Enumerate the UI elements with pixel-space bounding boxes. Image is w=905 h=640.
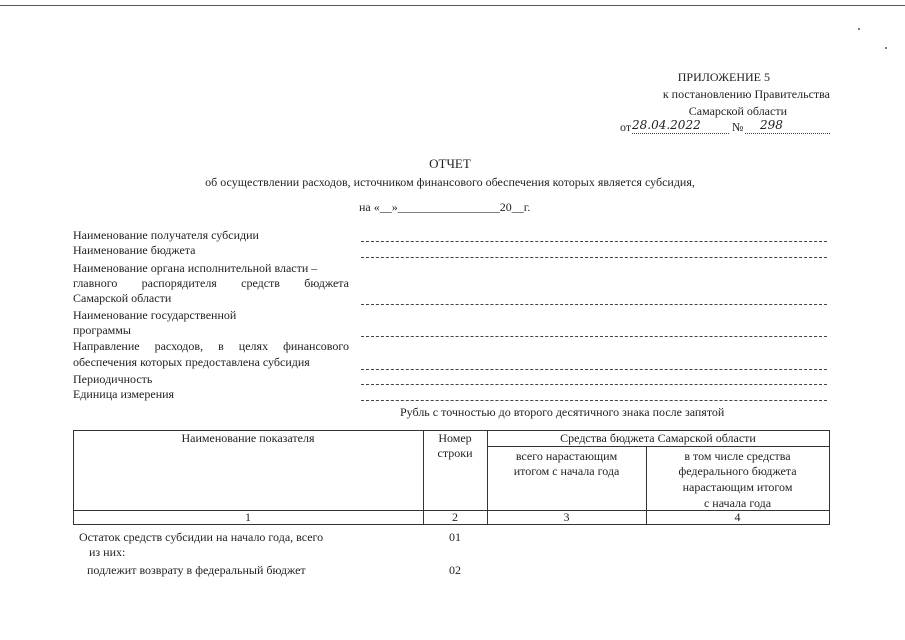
blank-line bbox=[361, 384, 827, 385]
field-direction-1: Направление расходов, в целях финансового bbox=[73, 339, 349, 353]
field-program-2: программы bbox=[73, 323, 131, 337]
header-federal-3: нарастающим итогом bbox=[682, 480, 793, 494]
field-periodicity: Периодичность bbox=[73, 372, 153, 386]
table-row-1-name-1: Остаток средств субсидии на начало года, всего bbox=[79, 530, 324, 544]
appendix-title: ПРИЛОЖЕНИЕ 5 bbox=[677, 70, 770, 84]
field-authority-3: Самарской области bbox=[73, 291, 172, 305]
table-row-2-name: подлежит возврату в федеральный бюджет bbox=[87, 563, 306, 577]
header-row-number-1: Номер bbox=[438, 431, 472, 445]
table-row-1-name-2: из них: bbox=[89, 545, 126, 559]
header-federal-1: в том числе средства bbox=[684, 449, 791, 463]
handwritten-date: 28.04.2022 bbox=[632, 118, 701, 132]
table-header-divider bbox=[487, 446, 829, 447]
scan-top-border bbox=[0, 5, 905, 6]
blank-line bbox=[361, 241, 827, 242]
column-number-1: 1 bbox=[245, 510, 251, 524]
precision-note: Рубль с точностью до второго десятичного знака после запятой bbox=[400, 405, 725, 419]
header-row-number-2: строки bbox=[437, 446, 473, 460]
handwritten-number: 298 bbox=[760, 118, 783, 132]
column-number-4: 4 bbox=[734, 510, 741, 524]
date-underline bbox=[632, 133, 729, 134]
header-indicator: Наименование показателя bbox=[181, 431, 315, 445]
number-prefix: № bbox=[732, 120, 744, 134]
field-authority-1: Наименование органа исполнительной власти – bbox=[73, 261, 318, 275]
report-title: ОТЧЕТ bbox=[429, 156, 471, 171]
field-direction-2: обеспечения которых предоставлена субсидия bbox=[73, 355, 310, 369]
header-federal-2: федерального бюджета bbox=[678, 464, 797, 478]
header-federal-4: с начала года bbox=[703, 496, 772, 510]
blank-line bbox=[361, 336, 827, 337]
field-unit: Единица измерения bbox=[73, 387, 175, 401]
appendix-line-2: Самарской области bbox=[688, 104, 787, 118]
header-total-1: всего нарастающим bbox=[515, 449, 618, 463]
field-program-1: Наименование государственной bbox=[73, 308, 237, 322]
column-number-3: 3 bbox=[563, 510, 570, 524]
report-date-line: на «__»_________________20__г. bbox=[359, 200, 531, 214]
date-prefix: от bbox=[620, 120, 632, 134]
report-table bbox=[73, 430, 830, 525]
number-underline bbox=[745, 133, 830, 134]
blank-line bbox=[361, 304, 827, 305]
blank-line bbox=[361, 400, 827, 401]
field-authority-2: главного распорядителя средств бюджета bbox=[73, 276, 349, 290]
header-funds: Средства бюджета Самарской области bbox=[560, 431, 756, 445]
blank-line bbox=[361, 257, 827, 258]
appendix-date-line bbox=[620, 118, 830, 136]
header-total-2: итогом с начала года bbox=[513, 464, 620, 478]
appendix-line-1: к постановлению Правительства bbox=[662, 87, 830, 101]
table-row-2-code: 02 bbox=[449, 563, 461, 577]
scan-speck bbox=[858, 28, 860, 30]
blank-line bbox=[361, 369, 827, 370]
report-subtitle: об осуществлении расходов, источником финансового обеспечения которых является субсидия, bbox=[205, 175, 695, 189]
field-recipient: Наименование получателя субсидии bbox=[73, 228, 259, 242]
scan-speck bbox=[885, 47, 887, 49]
table-row-1-code: 01 bbox=[449, 530, 461, 544]
column-number-2: 2 bbox=[452, 510, 458, 524]
field-budget: Наименование бюджета bbox=[73, 243, 196, 257]
